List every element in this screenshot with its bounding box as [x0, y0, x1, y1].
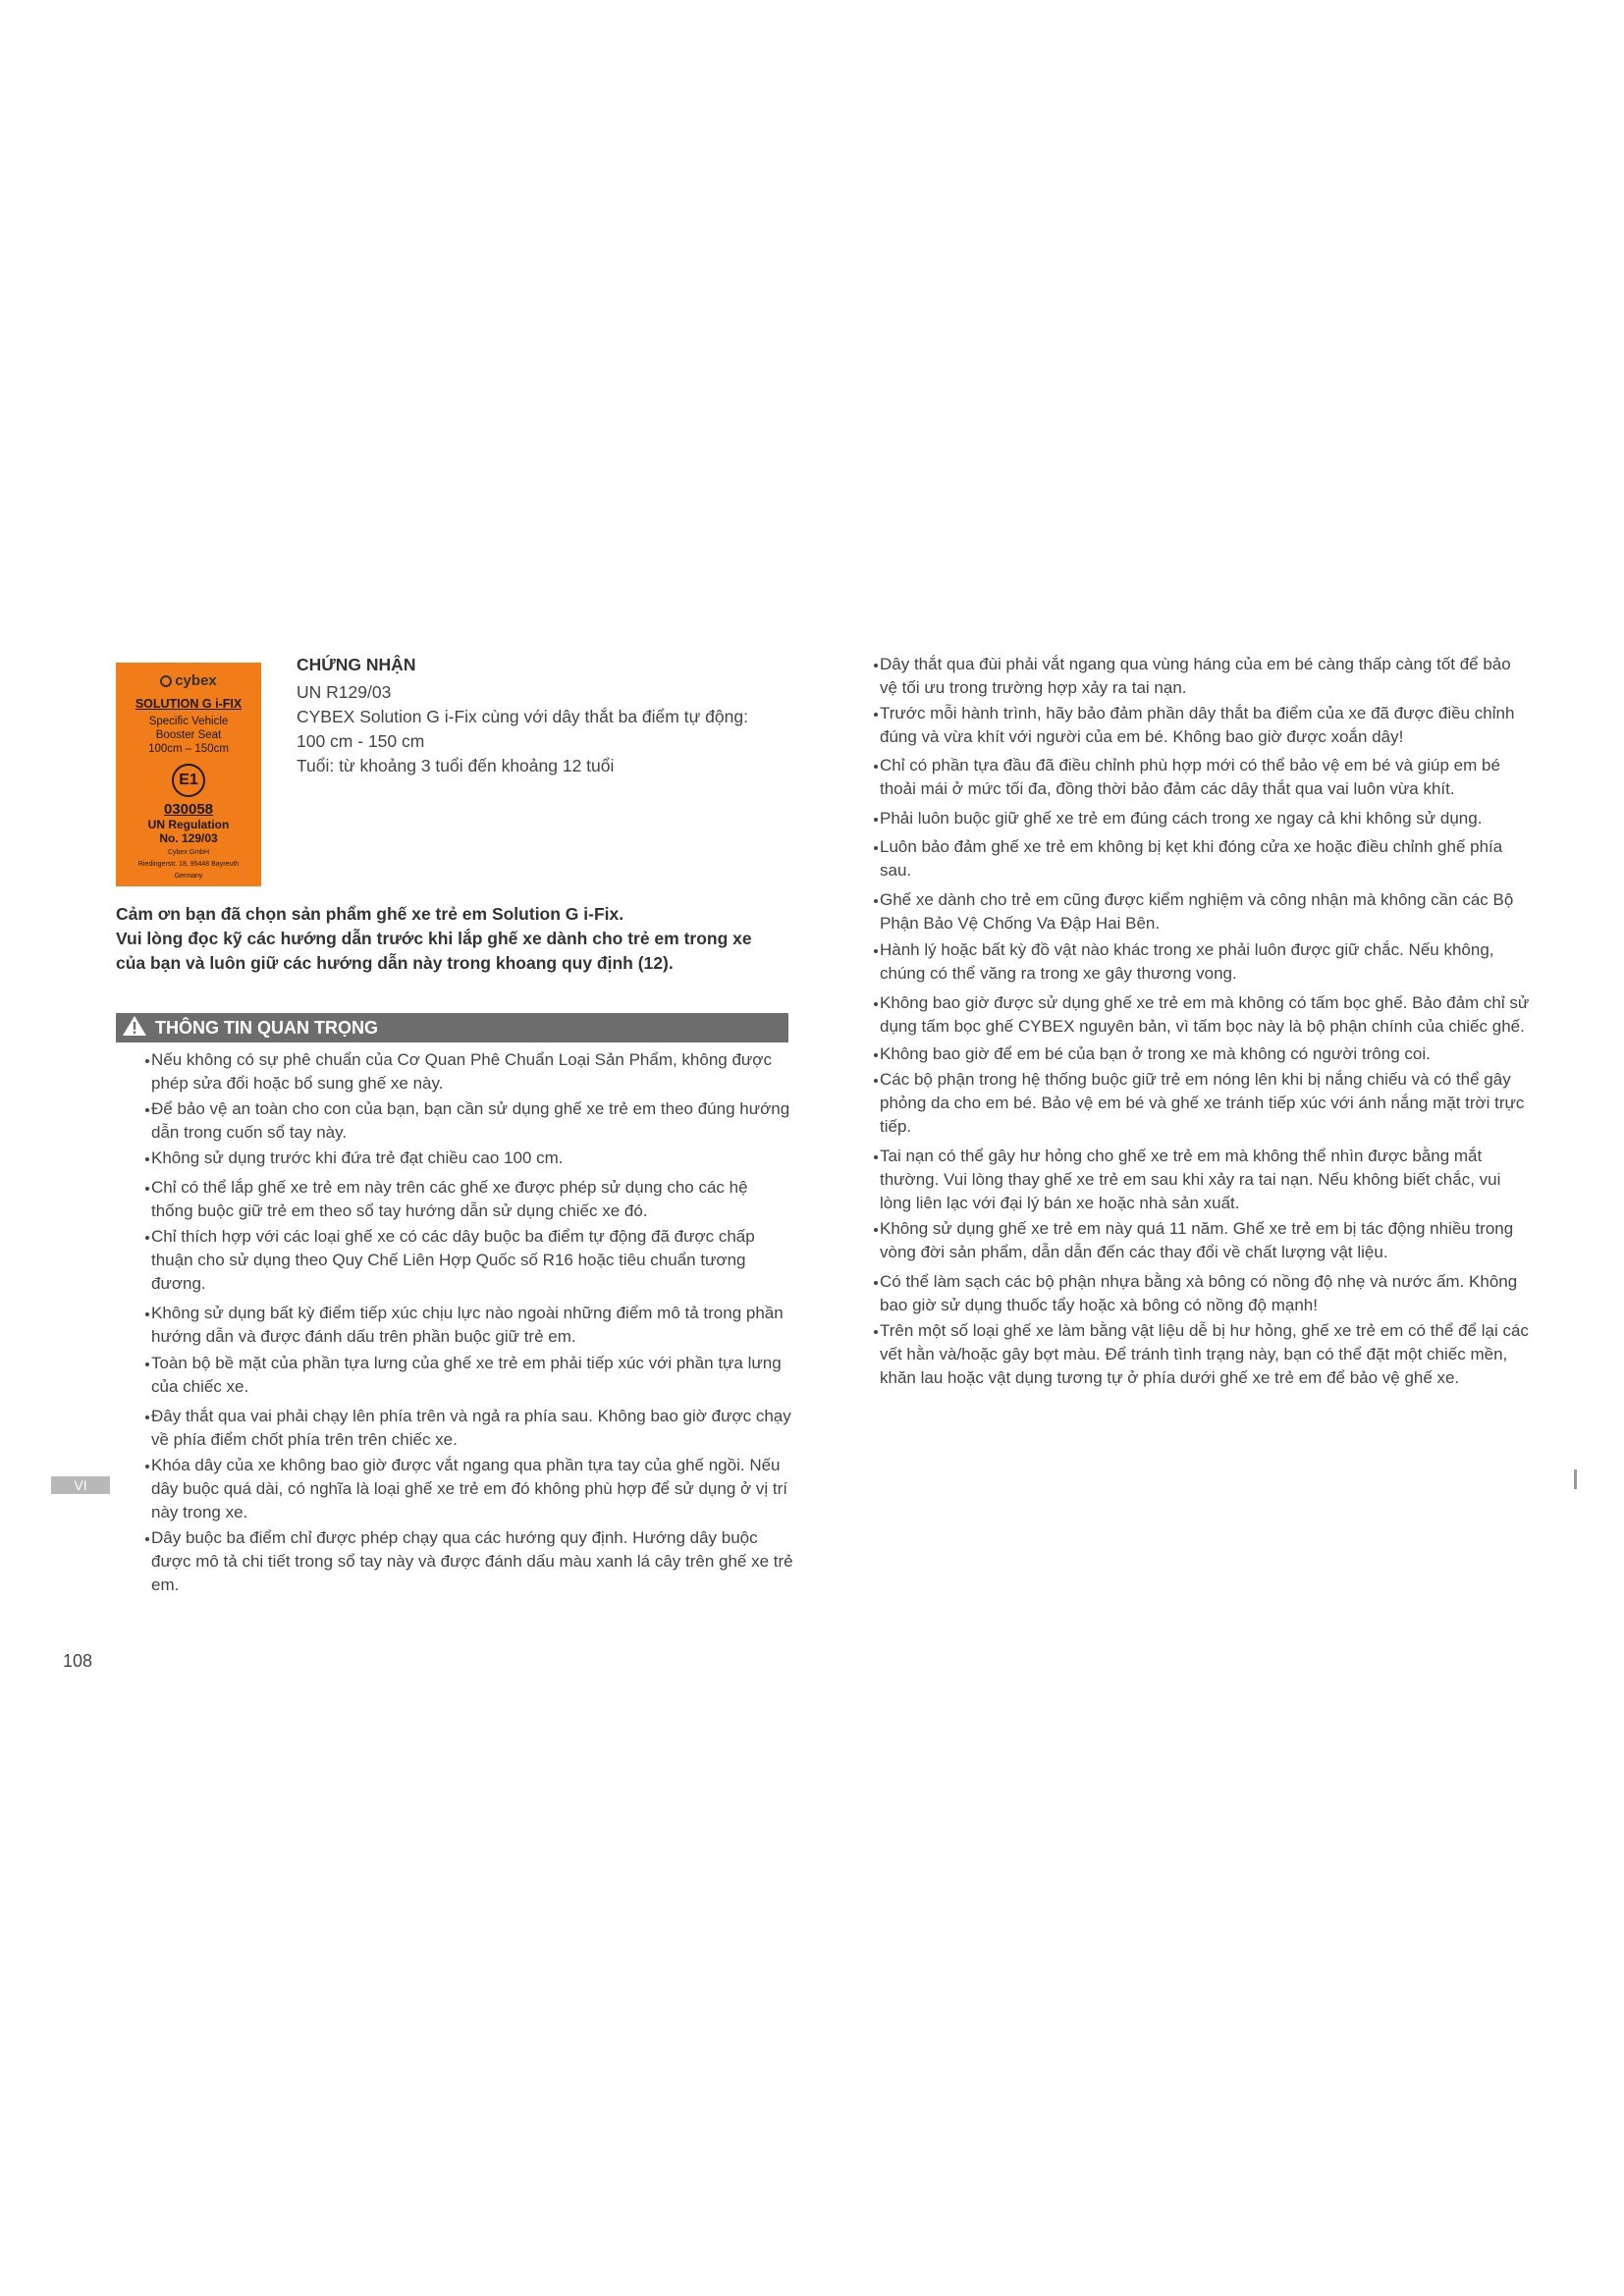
certification-block [297, 653, 768, 778]
list-item: Trước mỗi hành trình, hãy bảo đảm phần dây thắt ba điểm của xe đã được điều chỉnh đúng và vừa khít với người của em bé. Không bao giờ được xoắn dây! [874, 702, 1532, 749]
cybex-logo [116, 672, 261, 689]
list-item: Dây thắt qua đùi phải vắt ngang qua vùng háng của em bé càng thấp càng tốt để bảo vệ tối ưu trong trường hợp xảy ra tai nạn. [874, 653, 1532, 700]
list-item: Chỉ có phần tựa đầu đã điều chỉnh phù hợp mới có thể bảo vệ em bé và giúp em bé thoải mái ở mức tối đa, đồng thời bảo đảm các dây thắt qua vai luôn vừa khít. [874, 754, 1532, 801]
list-item: Không sử dụng trước khi đứa trẻ đạt chiều cao 100 cm. [145, 1147, 793, 1170]
e-mark-icon: E1 [172, 764, 205, 797]
warning-icon [122, 1015, 147, 1037]
list-item: Luôn bảo đảm ghế xe trẻ em không bị kẹt khi đóng cửa xe hoặc điều chỉnh ghế phía sau. [874, 835, 1532, 882]
list-item: Các bộ phận trong hệ thống buộc giữ trẻ em nóng lên khi bị nắng chiếu và có thể gây phỏng da cho em bé. Bảo vệ em bé và ghế xe tránh tiếp xúc với ánh nắng mặt trời trực tiếp. [874, 1068, 1532, 1139]
list-item: Không sử dụng bất kỳ điểm tiếp xúc chịu lực nào ngoài những điểm mô tả trong phần hướng dẫn và được đánh dấu trên phần buộc giữ trẻ em. [145, 1302, 793, 1349]
cybex-logo-icon [160, 675, 172, 687]
approval-number: 030058 [163, 801, 214, 818]
label-range: 100cm – 150cm [148, 743, 229, 755]
label-line-1: Specific Vehicle [148, 716, 229, 727]
page-number: 108 [63, 1651, 93, 1671]
label-line-2: Booster Seat [155, 729, 222, 741]
certification-regulation: UN R129/03 [297, 682, 392, 702]
left-safety-list [145, 1048, 793, 1597]
list-item: Toàn bộ bề mặt của phần tựa lưng của ghế xe trẻ em phải tiếp xúc với phần tựa lưng của chiếc xe. [145, 1352, 793, 1399]
list-item: Đây thắt qua vai phải chạy lên phía trên và ngả ra phía sau. Không bao giờ được chạy về phía điểm chốt phía trên trên chiếc xe. [145, 1405, 793, 1452]
intro-text [116, 902, 764, 976]
certification-age: Tuổi: từ khoảng 3 tuổi đến khoảng 12 tuổi [297, 756, 615, 775]
list-item: Chỉ thích hợp với các loại ghế xe có các dây buộc ba điểm tự động đã được chấp thuận cho sử dụng theo Quy Chế Liên Hợp Quốc số R16 hoặc tiêu chuẩn tương đương. [145, 1225, 793, 1296]
brand-name: cybex [175, 672, 217, 689]
list-item: Có thể làm sạch các bộ phận nhựa bằng xà bông có nồng độ nhẹ và nước ấm. Không bao giờ sử dụng thuốc tẩy hoặc xà bông có nồng độ mạnh! [874, 1270, 1532, 1317]
label-company: Cybex GmbH [167, 849, 209, 856]
label-regulation-1: UN Regulation [147, 818, 230, 831]
label-address: Riedingerstr. 18, 95448 Bayreuth [137, 861, 240, 868]
banner-title: THÔNG TIN QUAN TRỌNG [155, 1018, 378, 1038]
label-country: Germany [174, 873, 203, 880]
list-item: Tai nạn có thể gây hư hỏng cho ghế xe trẻ em mà không thể nhìn được bằng mắt thường. Vui lòng thay ghế xe trẻ em sau khi xảy ra tai nạn. Nếu không biết chắc, vui lòng liên lạc với đại lý bán xe hoặc nhà sản xuất. [874, 1145, 1532, 1215]
list-item: Không bao giờ để em bé của bạn ở trong xe mà không có người trông coi. [874, 1042, 1532, 1066]
label-product-name: SOLUTION G i-FIX [135, 697, 243, 711]
list-item: Hành lý hoặc bất kỳ đồ vật nào khác trong xe phải luôn được giữ chắc. Nếu không, chúng có thể văng ra trong xe gây thương vong. [874, 938, 1532, 986]
intro-instructions: Vui lòng đọc kỹ các hướng dẫn trước khi lắp ghế xe dành cho trẻ em trong xe của bạn và luôn giữ các hướng dẫn này trong khoang quy định (12). [116, 929, 752, 973]
list-item: Nếu không có sự phê chuẩn của Cơ Quan Phê Chuẩn Loại Sản Phẩm, không được phép sửa đổi hoặc bổ sung ghế xe này. [145, 1048, 793, 1095]
list-item: Không sử dụng ghế xe trẻ em này quá 11 năm. Ghế xe trẻ em bị tác động nhiều trong vòng đời sản phẩm, dẫn dẫn đến các thay đổi về chất lượng vật liệu. [874, 1217, 1532, 1264]
certification-title: CHỨNG NHẬN [297, 655, 416, 674]
list-item: Trên một số loại ghế xe làm bằng vật liệu dễ bị hư hỏng, ghế xe trẻ em có thể để lại các vết hằn và/hoặc gây bợt màu. Để tránh tình trạng này, bạn có thể đặt một chiếc mền, khăn lau hoặc vật dụng tương tự ở phía dưới ghế xe trẻ em để bảo vệ ghế xe. [874, 1319, 1532, 1390]
list-item: Để bảo vệ an toàn cho con của bạn, bạn cần sử dụng ghế xe trẻ em theo đúng hướng dẫn trong cuốn sổ tay này. [145, 1097, 793, 1145]
important-info-banner [116, 1013, 788, 1042]
list-item: Không bao giờ được sử dụng ghế xe trẻ em mà không có tấm bọc ghế. Bảo đảm chỉ sử dụng tấm bọc ghế CYBEX nguyên bản, vì tấm bọc này là bộ phận chính của chiếc ghế. [874, 991, 1532, 1039]
list-item: Dây buộc ba điểm chỉ được phép chạy qua các hướng quy định. Hướng dây buộc được mô tả chi tiết trong sổ tay này và được đánh dấu màu xanh lá cây trên ghế xe trẻ em. [145, 1526, 793, 1597]
intro-thanks: Cảm ơn bạn đã chọn sản phẩm ghế xe trẻ em Solution G i-Fix. [116, 904, 624, 924]
list-item: Chỉ có thể lắp ghế xe trẻ em này trên các ghế xe được phép sử dụng cho các hệ thống buộc giữ trẻ em theo sổ tay hướng dẫn sử dụng chiếc xe đó. [145, 1176, 793, 1223]
approval-label [116, 663, 261, 886]
certification-description: CYBEX Solution G i-Fix cùng với dây thắt ba điểm tự động: 100 cm - 150 cm [297, 707, 748, 751]
list-item: Khóa dây của xe không bao giờ được vắt ngang qua phần tựa tay của ghế ngồi. Nếu dây buộc quá dài, có nghĩa là loại ghế xe trẻ em đó không phù hợp để sử dụng ở vị trí này trong xe. [145, 1454, 793, 1524]
language-tab: VI [51, 1476, 110, 1494]
page-edge-marker [1574, 1469, 1577, 1489]
list-item: Ghế xe dành cho trẻ em cũng được kiểm nghiệm và công nhận mà không cần các Bộ Phận Bảo Vệ Chống Va Đập Hai Bên. [874, 888, 1532, 935]
list-item: Phải luôn buộc giữ ghế xe trẻ em đúng cách trong xe ngay cả khi không sử dụng. [874, 807, 1532, 830]
label-regulation-2: No. 129/03 [159, 831, 218, 845]
right-safety-list [874, 653, 1532, 1390]
